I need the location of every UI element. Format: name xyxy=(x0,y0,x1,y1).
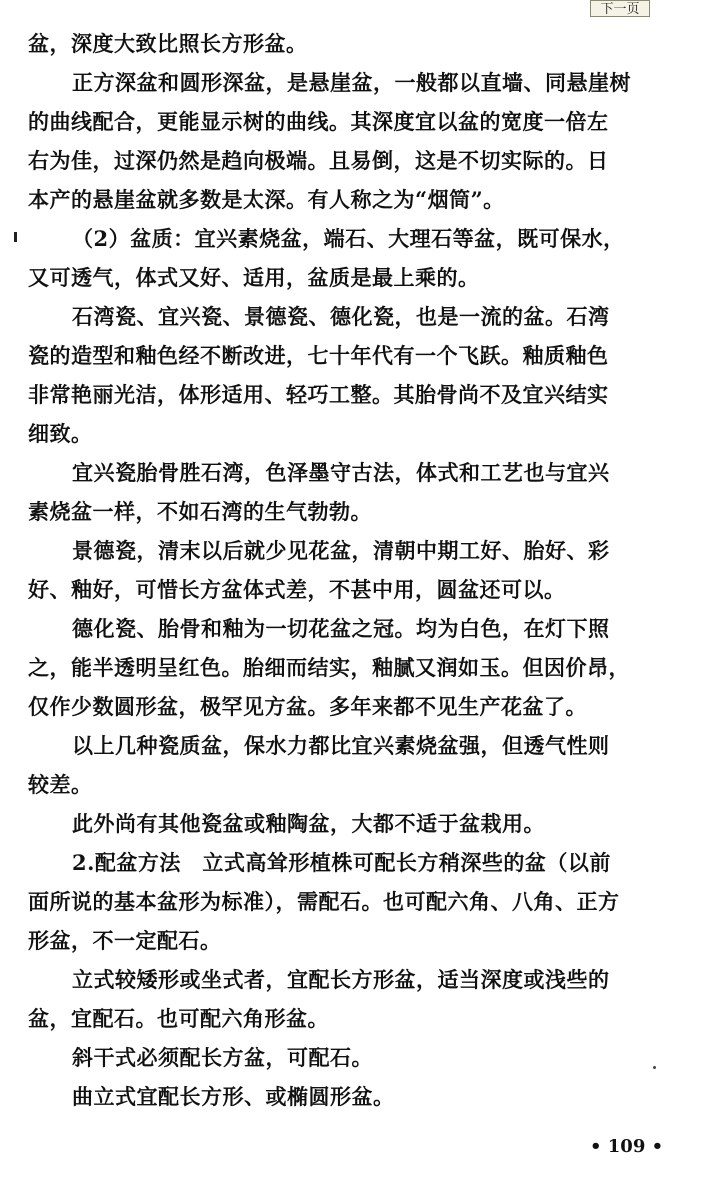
text-line: 正方深盆和圆形深盆，是悬崖盆，一般都以直墙、同悬崖树 xyxy=(72,70,631,95)
text-line: 景德瓷，清末以后就少见花盆，清朝中期工好、胎好、彩 xyxy=(72,538,610,563)
next-page-button[interactable]: 下一页 xyxy=(590,0,650,17)
text-line: 盆，深度大致比照长方形盆。 xyxy=(28,31,308,56)
text-line: 的曲线配合，更能显示树的曲线。其深度宜以盆的宽度一倍左 xyxy=(28,109,609,134)
text-line: 又可透气，体式又好、适用，盆质是最上乘的。 xyxy=(28,265,480,290)
text-line: 斜干式必须配长方盆，可配石。 xyxy=(72,1045,373,1070)
text-line: 面所说的基本盆形为标准），需配石。也可配六角、八角、正方 xyxy=(28,889,620,914)
text-line: 曲立式宜配长方形、或椭圆形盆。 xyxy=(72,1084,395,1109)
text-line: 本产的悬崖盆就多数是太深。有人称之为“烟筒”。 xyxy=(28,187,505,212)
text-line: 之，能半透明呈红色。胎细而结实，釉腻又润如玉。但因价昂， xyxy=(28,655,630,680)
margin-mark xyxy=(14,232,17,242)
text-line: 以上几种瓷质盆，保水力都比宜兴素烧盆强，但透气性则 xyxy=(72,733,610,758)
text-line: （2）盆质：宜兴素烧盆，端石、大理石等盆，既可保水， xyxy=(72,226,625,251)
text-line: 瓷的造型和釉色经不断改进，七十年代有一个飞跃。釉质釉色 xyxy=(28,343,609,368)
text-line: 较差。 xyxy=(28,772,93,797)
text-line: 盆，宜配石。也可配六角形盆。 xyxy=(28,1006,329,1031)
speck-mark xyxy=(653,1066,656,1069)
page-number: • 109 • xyxy=(590,1136,664,1157)
text-line: 德化瓷、胎骨和釉为一切花盆之冠。均为白色，在灯下照 xyxy=(72,616,610,641)
text-line: 细致。 xyxy=(28,421,93,446)
section-heading-line: 2.配盆方法 立式高耸形植株可配长方稍深些的盆（以前 xyxy=(72,850,611,875)
text-line: 此外尚有其他瓷盆或釉陶盆，大都不适于盆栽用。 xyxy=(72,811,545,836)
text-line: 好、釉好，可惜长方盆体式差，不甚中用，圆盆还可以。 xyxy=(28,577,566,602)
text-line: 石湾瓷、宜兴瓷、景德瓷、德化瓷，也是一流的盆。石湾 xyxy=(72,304,610,329)
text-line: 非常艳丽光洁，体形适用、轻巧工整。其胎骨尚不及宜兴结实 xyxy=(28,382,609,407)
text-line: 仅作少数圆形盆，极罕见方盆。多年来都不见生产花盆了。 xyxy=(28,694,587,719)
body-text xyxy=(28,24,676,1116)
text-line: 素烧盆一样，不如石湾的生气勃勃。 xyxy=(28,499,372,524)
text-line: 右为佳，过深仍然是趋向极端。且易倒，这是不切实际的。日 xyxy=(28,148,609,173)
text-line: 立式较矮形或坐式者，宜配长方形盆，适当深度或浅些的 xyxy=(72,967,610,992)
text-line: 形盆，不一定配石。 xyxy=(28,928,222,953)
text-line: 宜兴瓷胎骨胜石湾，色泽墨守古法，体式和工艺也与宜兴 xyxy=(72,460,610,485)
